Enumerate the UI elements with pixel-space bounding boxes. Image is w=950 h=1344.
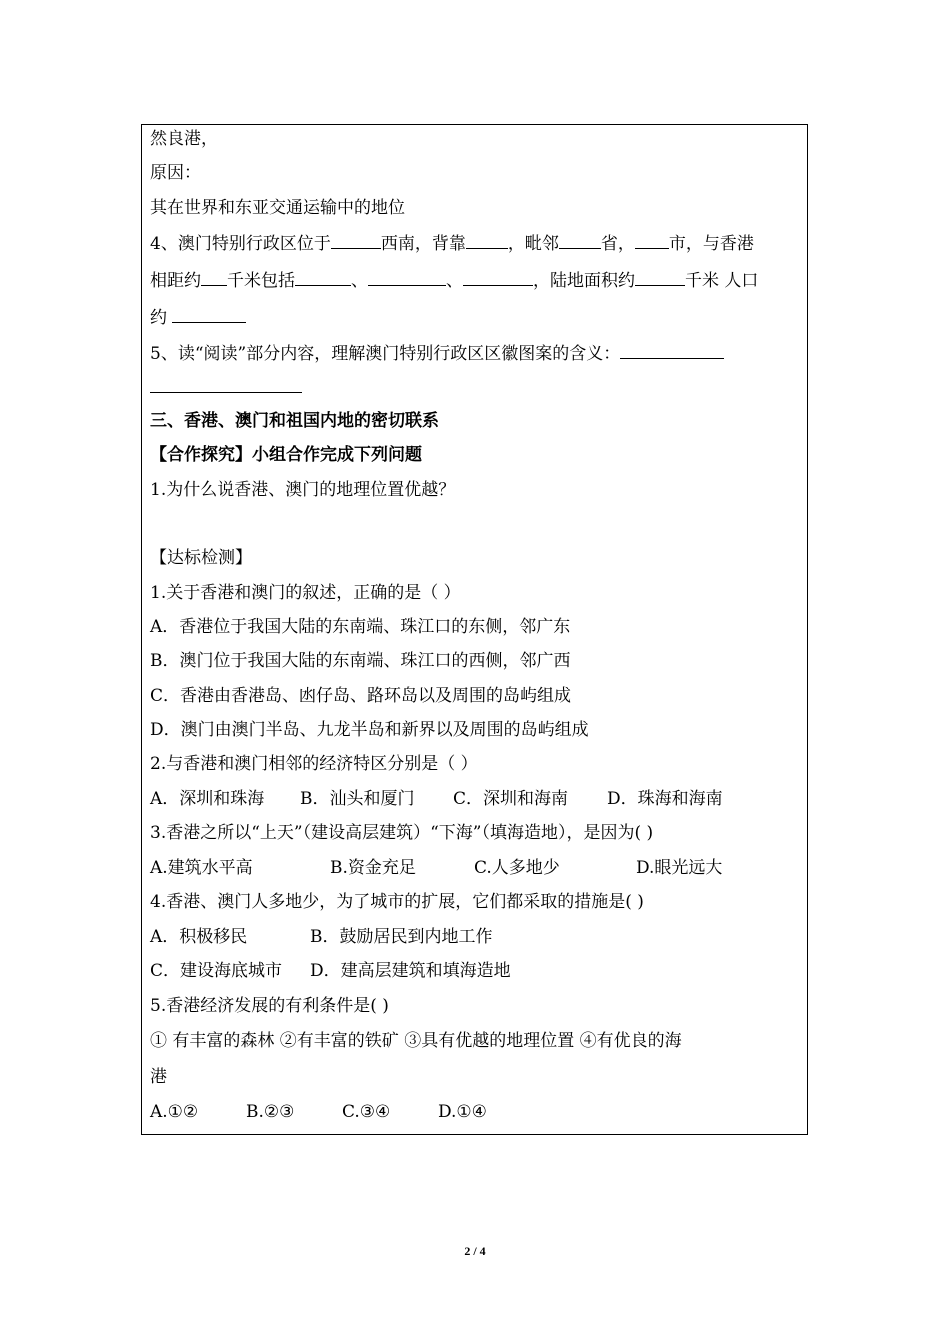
test-q2-stem: 2.与香港和澳门相邻的经济特区分别是（ ） (150, 754, 478, 774)
answer-blank[interactable] (201, 269, 227, 286)
option-b: B．鼓励居民到内地工作 (310, 927, 493, 947)
option-c: C.人多地少 (474, 858, 560, 878)
option-a: A．深圳和珠海 (150, 789, 265, 809)
option-a: A.①② (150, 1102, 199, 1122)
option-c: C.③④ (342, 1102, 391, 1122)
option-d: D．建高层建筑和填海造地 (310, 961, 511, 981)
option-d: D.①④ (438, 1102, 487, 1122)
answer-blank[interactable] (150, 376, 302, 393)
answer-blank[interactable] (331, 232, 381, 249)
test-q5-conditions-cont: 港 (150, 1067, 167, 1087)
option-b: B．汕头和厦门 (300, 789, 415, 809)
option-c: C．深圳和海南 (453, 789, 569, 809)
answer-blank[interactable] (172, 306, 246, 323)
test-q1-option-c: C．香港由香港岛、凼仔岛、路环岛以及周围的岛屿组成 (150, 686, 572, 706)
answer-blank[interactable] (463, 269, 533, 286)
page-number: 2 / 4 (464, 1244, 486, 1258)
question-4-line1: 4、澳门特别行政区位于 西南，背靠 ，毗邻 省， 市，与香港 (150, 234, 754, 254)
option-a: A．积极移民 (150, 927, 248, 947)
option-d: D.眼光远大 (636, 858, 723, 878)
explore-heading: 【合作探究】小组合作完成下列问题 (150, 445, 422, 465)
answer-blank[interactable] (466, 232, 508, 249)
option-d: D．珠海和海南 (607, 789, 723, 809)
question-4-line2: 相距约 千米包括 、 、 ，陆地面积约 千米 人口 (150, 271, 759, 291)
question-4-line3: 约 (150, 306, 805, 329)
test-q1-stem: 1.关于香港和澳门的叙述，正确的是（ ） (150, 583, 461, 603)
explore-question: 1.为什么说香港、澳门的地理位置优越？ (150, 480, 456, 500)
text-line: 然良港， (150, 129, 218, 149)
test-q5-conditions: ① 有丰富的森林 ②有丰富的铁矿 ③具有优越的地理位置 ④有优良的海 (150, 1031, 682, 1051)
question-5-line1: 5、读“阅读”部分内容，理解澳门特别行政区区徽图案的含义： (150, 342, 805, 365)
answer-blank[interactable] (559, 232, 601, 249)
option-c: C．建设海底城市 (150, 961, 283, 981)
answer-blank[interactable] (368, 269, 446, 286)
test-heading: 【达标检测】 (150, 548, 252, 568)
answer-blank[interactable] (620, 342, 724, 359)
answer-blank[interactable] (635, 232, 669, 249)
test-q3-stem: 3.香港之所以“上天”（建设高层建筑）“下海”（填海造地），是因为( ) (150, 823, 654, 843)
test-q4-stem: 4.香港、澳门人多地少，为了城市的扩展，它们都采取的措施是( ) (150, 892, 644, 912)
text-line: 原因： (150, 163, 201, 183)
section-heading: 三、香港、澳门和祖国内地的密切联系 (150, 411, 439, 431)
option-b: B.②③ (246, 1102, 295, 1122)
test-q1-option-a: A．香港位于我国大陆的东南端、珠江口的东侧，邻广东 (150, 617, 571, 637)
text-line: 其在世界和东亚交通运输中的地位 (150, 198, 405, 218)
option-a: A.建筑水平高 (150, 858, 253, 878)
test-q5-stem: 5.香港经济发展的有利条件是( ) (150, 996, 389, 1016)
question-5-line2 (150, 376, 805, 399)
answer-blank[interactable] (635, 269, 685, 286)
option-b: B.资金充足 (330, 858, 416, 878)
answer-blank[interactable] (295, 269, 351, 286)
test-q1-option-b: B．澳门位于我国大陆的东南端、珠江口的西侧，邻广西 (150, 651, 571, 671)
test-q1-option-d: D．澳门由澳门半岛、九龙半岛和新界以及周围的岛屿组成 (150, 720, 589, 740)
